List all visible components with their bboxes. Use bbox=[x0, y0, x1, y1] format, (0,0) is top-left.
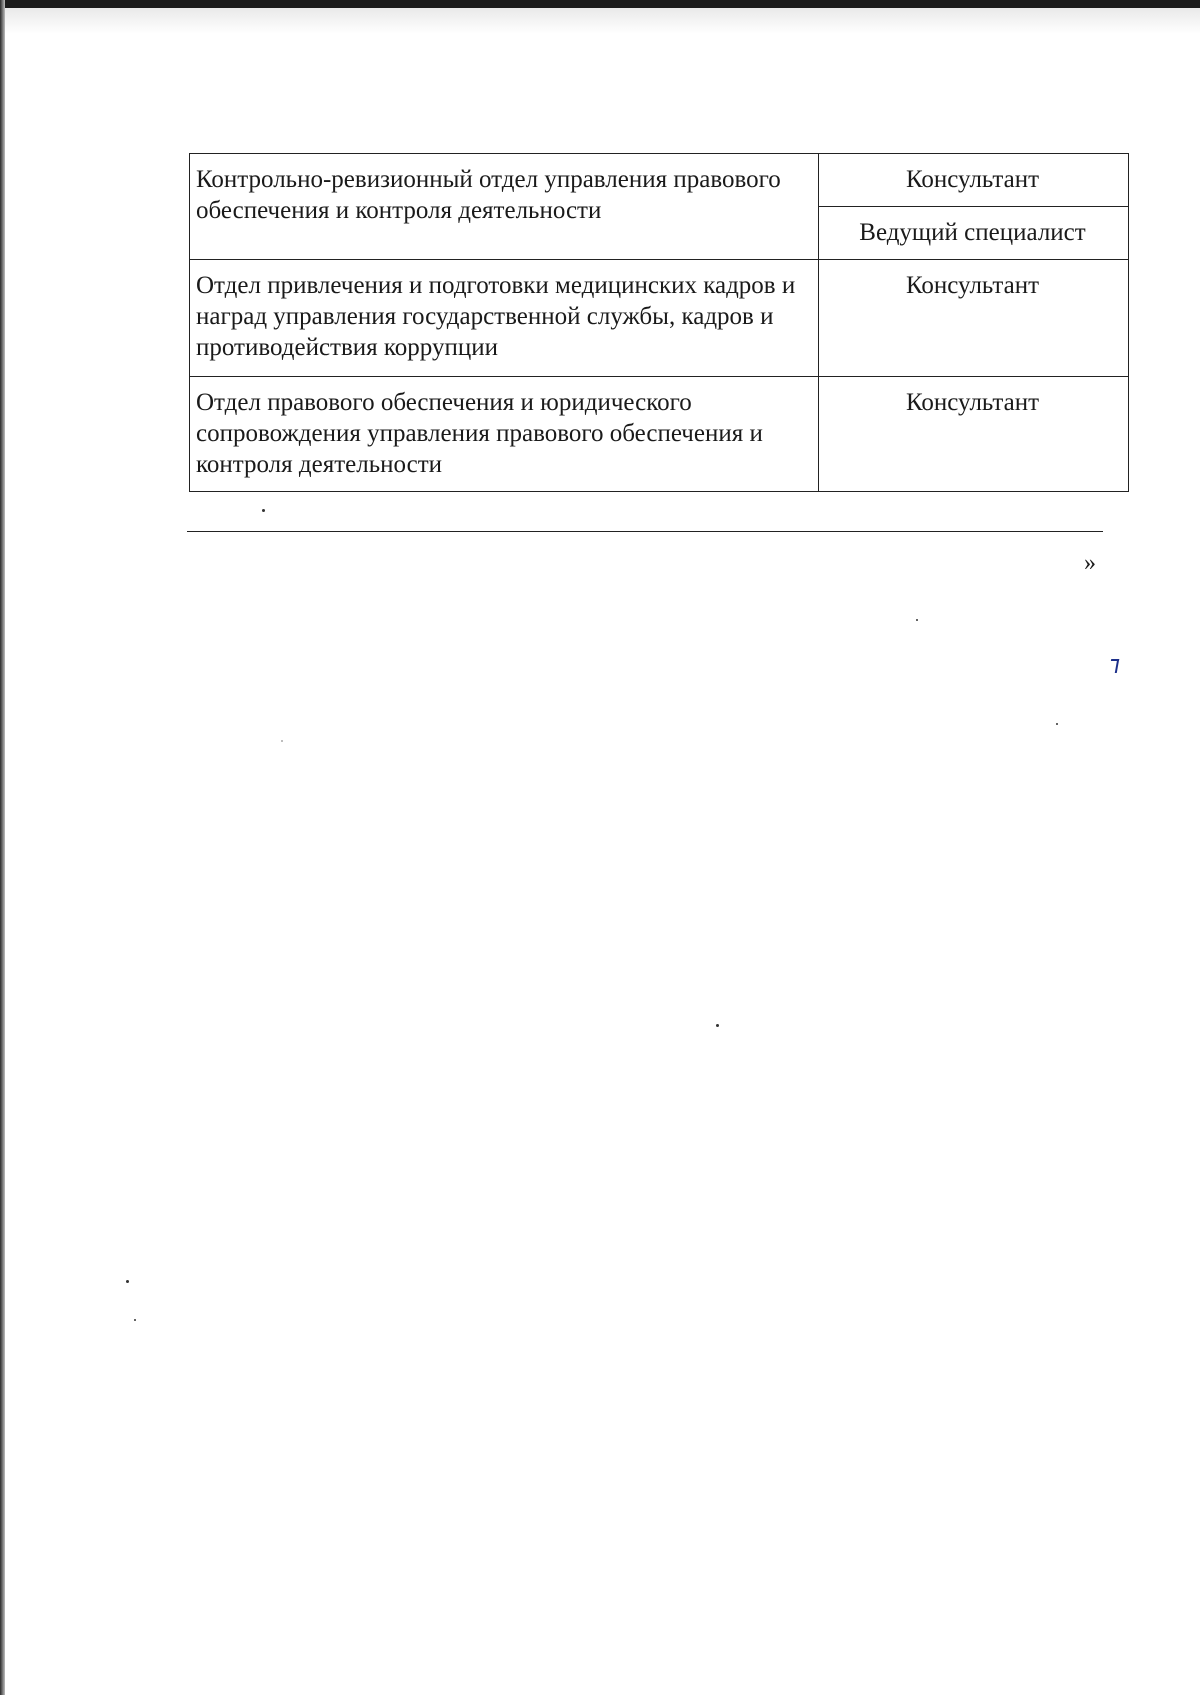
scan-top-shadow bbox=[0, 8, 1200, 34]
scan-speck bbox=[134, 1319, 136, 1321]
table-row bbox=[190, 377, 1129, 492]
scan-speck bbox=[716, 1024, 719, 1027]
scan-left-edge bbox=[0, 0, 5, 1695]
department-cell: Отдел привлечения и подготовки медицинских кадров и наград управления государственной службы, кадров и противодействия коррупции bbox=[190, 260, 819, 377]
position-cell: Консультант bbox=[819, 260, 1129, 377]
positions-table bbox=[189, 153, 1129, 492]
position-cell: Ведущий специалист bbox=[819, 207, 1129, 260]
department-cell: Контрольно-ревизионный отдел управления правового обеспечения и контроля деятельности bbox=[190, 154, 819, 260]
table-row bbox=[190, 260, 1129, 377]
table-row bbox=[190, 154, 1129, 207]
scan-speck bbox=[126, 1280, 129, 1283]
scan-speck bbox=[262, 509, 265, 512]
closing-rule-line bbox=[187, 531, 1103, 532]
closing-quote-mark: » bbox=[1084, 550, 1096, 576]
scan-speck bbox=[916, 619, 918, 621]
scan-top-edge bbox=[0, 0, 1200, 8]
scan-speck bbox=[281, 740, 283, 742]
scan-speck bbox=[1056, 723, 1058, 725]
position-cell: Консультант bbox=[819, 154, 1129, 207]
department-cell: Отдел правового обеспечения и юридического сопровождения управления правового обеспечения и контроля деятельности bbox=[190, 377, 819, 492]
position-cell: Консультант bbox=[819, 377, 1129, 492]
ink-pen-mark bbox=[1109, 659, 1119, 673]
